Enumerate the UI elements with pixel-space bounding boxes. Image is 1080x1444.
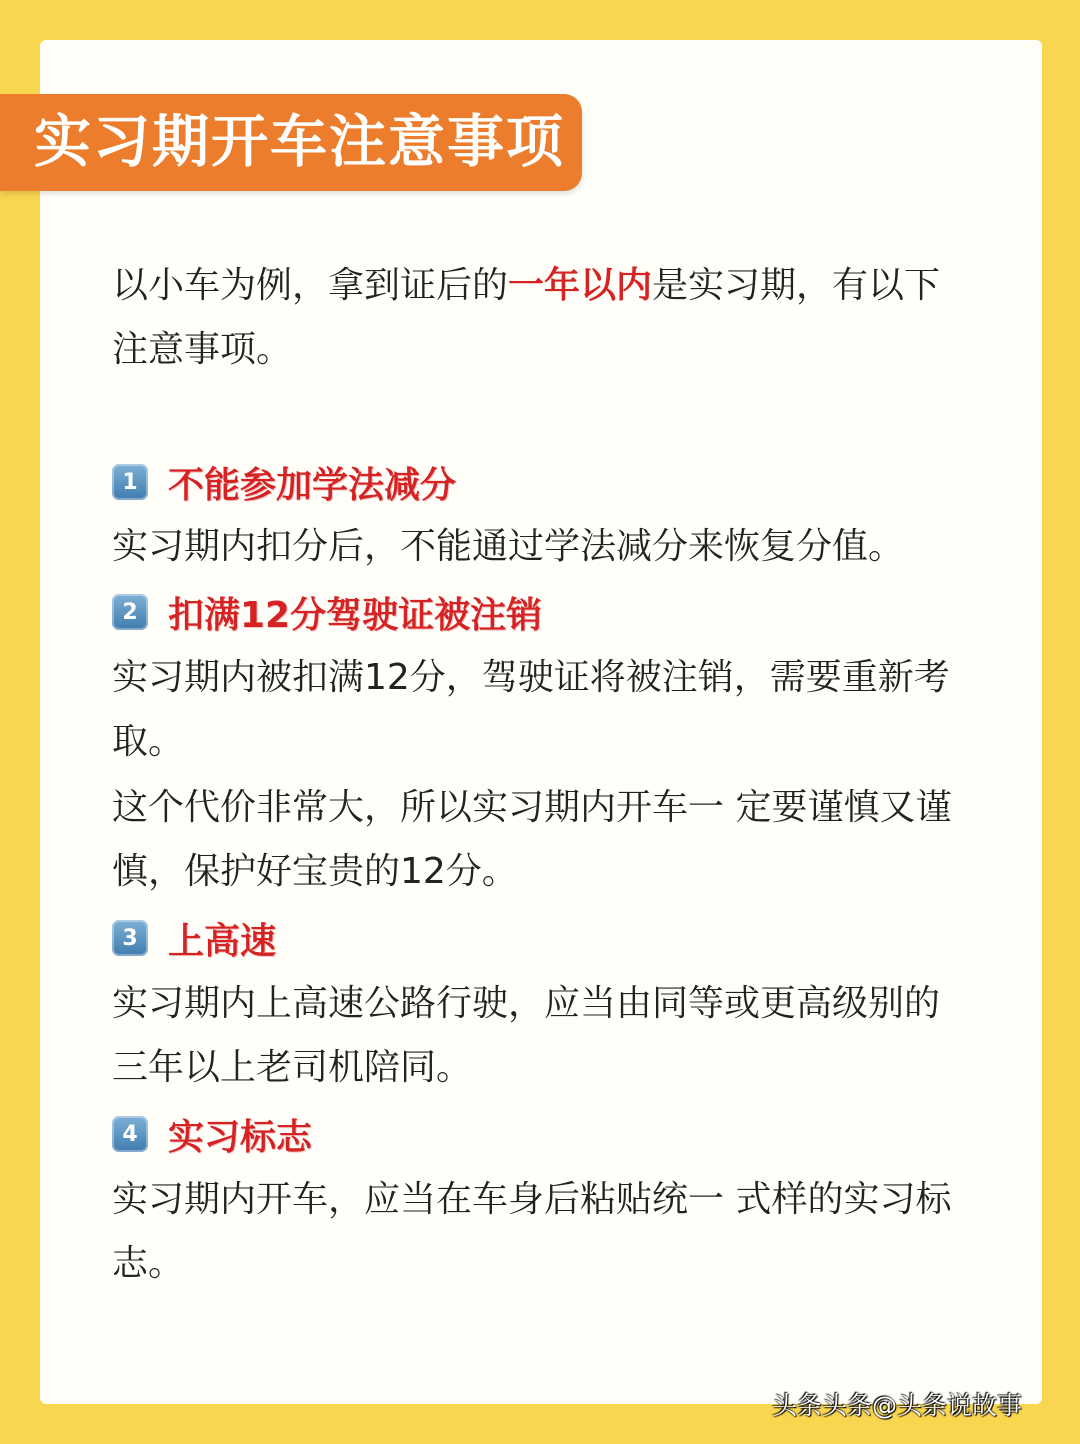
item-heading-text: 扣满12分驾驶证被注销 bbox=[168, 594, 543, 636]
item-heading-text: 实习标志 bbox=[168, 1116, 313, 1158]
item-heading-text: 上高速 bbox=[168, 920, 277, 962]
item-paragraph: 实习期内上高速公路行驶，应当由同等或更高级别的三年以上老司机陪同。 bbox=[112, 983, 941, 1088]
item-heading-text: 不能参加学法减分 bbox=[168, 464, 457, 506]
intro-text-end: 是实习期，有以下注意事项。 bbox=[112, 265, 941, 370]
watermark: 头条头条@头条说故事 bbox=[772, 1391, 1023, 1420]
page-title: 实习期开车注意事项 bbox=[34, 109, 565, 175]
number-1-icon: 1 bbox=[112, 464, 148, 500]
item-heading bbox=[112, 908, 276, 968]
number-2-icon: 2 bbox=[112, 594, 148, 630]
item-heading bbox=[112, 582, 542, 642]
item-paragraph: 这个代价非常大，所以实习期内开车一 定要谨慎又谨慎，保护好宝贵的12分。 bbox=[112, 787, 952, 892]
intro-highlight: 一年以内 bbox=[508, 265, 653, 306]
title-banner bbox=[0, 94, 582, 191]
item-heading bbox=[112, 1104, 312, 1164]
item-heading bbox=[112, 452, 456, 512]
number-4-icon: 4 bbox=[112, 1116, 148, 1152]
intro-paragraph bbox=[112, 254, 972, 382]
item-paragraph: 实习期内被扣满12分，驾驶证将被注销，需要重新考取。 bbox=[112, 657, 950, 762]
number-3-icon: 3 bbox=[112, 920, 148, 956]
item-paragraph: 实习期内开车，应当在车身后粘贴统一 式样的实习标志。 bbox=[112, 1179, 952, 1284]
item-paragraph: 实习期内扣分后，不能通过学法减分来恢复分值。 bbox=[112, 526, 905, 567]
intro-text: 以小车为例，拿到证后的 bbox=[112, 265, 509, 306]
